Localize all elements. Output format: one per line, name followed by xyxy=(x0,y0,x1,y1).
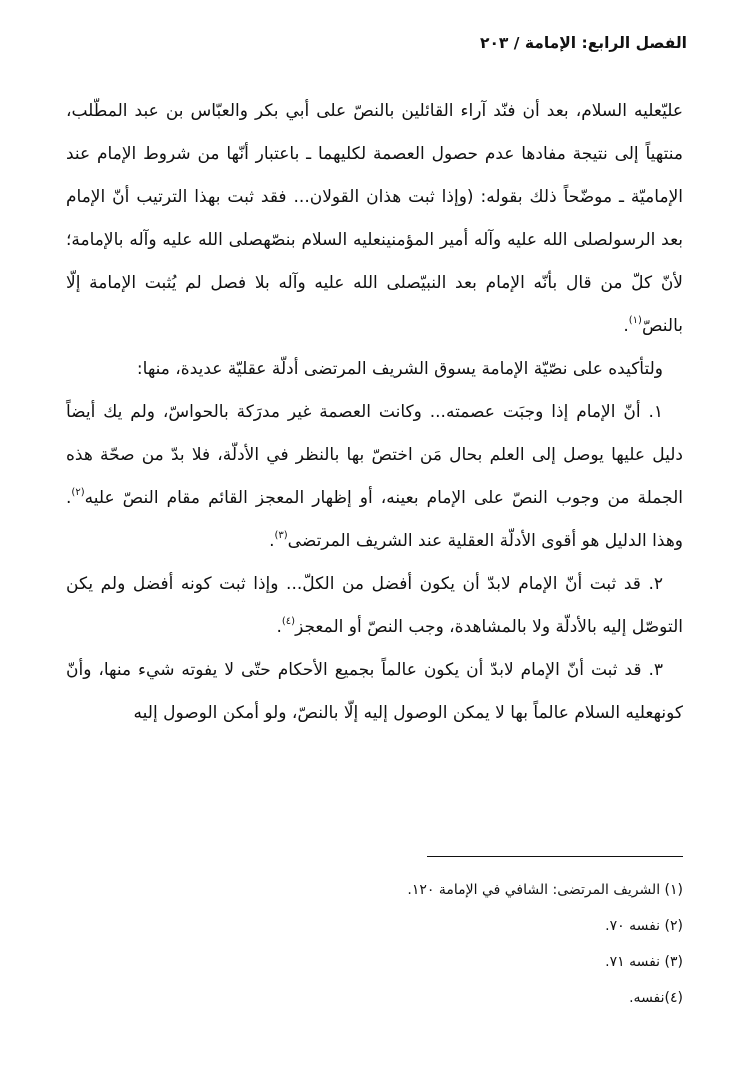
paragraph-2: ولتأكيده على نصّيّة الإمامة يسوق الشريف المرتضى أدلّة عقليّة عديدة، منها: xyxy=(136,359,663,379)
honorific-alayhi-salam: عليه السلام xyxy=(574,703,654,723)
footnote-ref-1[interactable]: (١) xyxy=(628,315,642,326)
paragraph-3 xyxy=(66,391,683,563)
footnotes xyxy=(66,872,683,1016)
text-run: أمير المؤمنين xyxy=(381,230,475,250)
paragraph-1 xyxy=(66,90,683,348)
text-run: عالماً بها لا يمكن الوصول إليه إلّا بالنصّ، ولو أمكن الوصول إليه xyxy=(133,703,575,723)
text-run: ١. أنّ الإمام إذا وجبَت عصمته... وكانت العصمة غير مدرَكة بالحواسّ، ولم يك أيضاً دليل عليها يوصل إلى العلم بحال مَن اختصّ بها بالنظر في الأدلّة، فلا بدّ من صحّة هذه الجملة من وجوب النصّ على الإمام بعينه، أو إظهار المعجز القائم مقام النصّ عليه xyxy=(66,402,683,508)
paragraph-4 xyxy=(66,563,683,649)
honorific-alayhi-salam: عليه السلام xyxy=(301,230,382,250)
footnote-3: (٣) نفسه ٧١. xyxy=(605,954,683,970)
honorific-salla-allah: صلى الله عليه وآله xyxy=(474,230,608,250)
honorific-salla-allah: صلى الله عليه وآله xyxy=(129,230,264,250)
body-text xyxy=(66,90,683,735)
footnote-ref-2[interactable]: (٢) xyxy=(71,487,85,498)
text-run: ٢. قد ثبت أنّ الإمام لابدّ أن يكون أفضل من الكلّ... وإذا ثبت كونه أفضل ولم يكن التوصّل إليه بالأدلّة ولا بالمشاهدة، وجب النصّ أو المعجز xyxy=(66,574,683,637)
text-run: . xyxy=(269,531,275,551)
text-run: بلا فصل لم يُثبت الإمامة إلّا بالنصّ xyxy=(66,273,683,336)
text-run: بالإمامة؛ لأنّ كلّ من قال بأنّه الإمام بعد النبيّ xyxy=(66,230,684,293)
text-run: . xyxy=(276,617,282,637)
running-header: الفصل الرابع: الإمامة / ٢٠٣ xyxy=(480,34,687,52)
footnote-ref-3[interactable]: (٣) xyxy=(274,530,288,541)
text-run: . xyxy=(623,316,629,336)
text-run: عليّ xyxy=(662,101,683,121)
text-run: . وهذا الدليل هو أقوى الأدلّة العقلية عند الشريف المرتضى xyxy=(66,488,683,551)
paragraph-5 xyxy=(66,649,683,735)
footnote-4: (٤)نفسه. xyxy=(629,990,683,1006)
text-run: ، بعد أن فنّد آراء القائلين بالنصّ على أبي بكر والعبّاس بن عبد المطّلب، منتهياً إلى نتيجة مفادها عدم حصول العصمة لكليهما ـ باعتبار أنّها من شروط الإمام عند الإماميّة ـ موضّحاً ذلك بقوله: (وإذا ثبت هذان القولان... فقد ثبت بهذا الترتيب أنّ الإمام بعد الرسول xyxy=(66,101,684,250)
footnote-ref-4[interactable]: (٤) xyxy=(281,616,296,627)
honorific-alayhi-salam: عليه السلام xyxy=(581,101,663,121)
footnote-2: (٢) نفسه ٧٠. xyxy=(605,918,683,934)
footnote-1: (١) الشريف المرتضى: الشافي في الإمامة ١٢٠. xyxy=(407,882,683,898)
footnote-divider xyxy=(427,856,683,857)
honorific-salla-allah: صلى الله عليه وآله xyxy=(278,273,422,293)
text-run: بنصّه xyxy=(263,230,302,250)
text-run: ٣. قد ثبت أنّ الإمام لابدّ أن يكون عالماً بجميع الأحكام حتّى لا يفوته شيء منها، وأنّ كونه xyxy=(66,660,683,723)
